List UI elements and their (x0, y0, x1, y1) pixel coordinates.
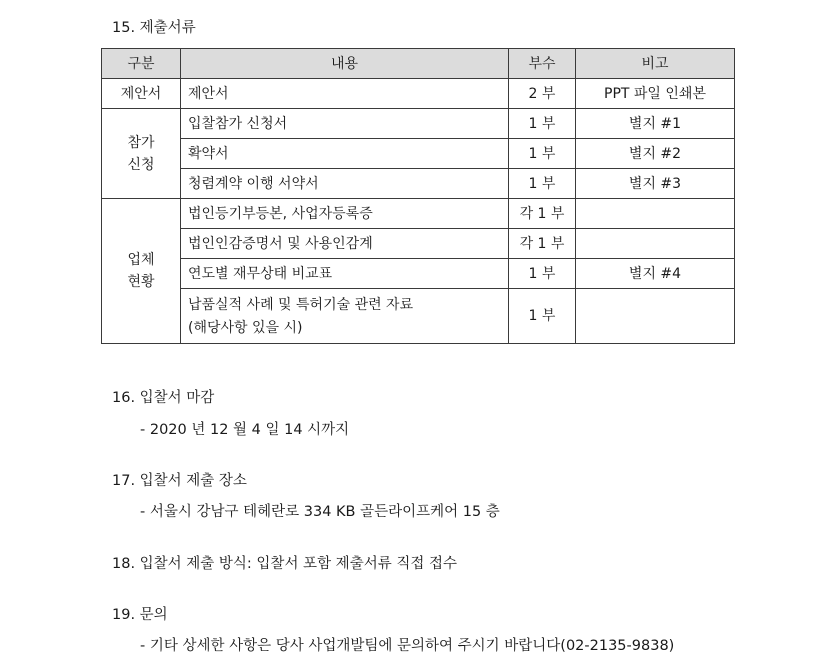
content-cell: 입찰참가 신청서 (181, 109, 509, 139)
remarks-cell: 별지 #1 (576, 109, 735, 139)
category-label: 업체 (127, 252, 155, 268)
content-cell: 확약서 (181, 139, 509, 169)
header-category: 구분 (102, 49, 181, 79)
section-16-detail: - 2020 년 12 월 4 일 14 시까지 (140, 422, 350, 438)
content-cell (181, 289, 509, 344)
copies-cell: 2 부 (509, 79, 576, 109)
table-row (102, 139, 735, 169)
remarks-cell (576, 199, 735, 229)
content-cell: 연도별 재무상태 비교표 (181, 259, 509, 289)
remarks-cell (576, 229, 735, 259)
section-19-heading: 19. 문의 (112, 607, 168, 623)
remarks-cell: 별지 #3 (576, 169, 735, 199)
content-cell: 제안서 (181, 79, 509, 109)
copies-cell: 1 부 (509, 289, 576, 344)
section-17-heading: 17. 입찰서 제출 장소 (112, 473, 247, 489)
submission-documents-table (101, 48, 735, 344)
category-cell (102, 109, 181, 199)
header-content: 내용 (181, 49, 509, 79)
section-17-detail: - 서울시 강남구 테헤란로 334 KB 골든라이프케어 15 층 (140, 504, 500, 520)
table-row (102, 289, 735, 344)
copies-cell: 1 부 (509, 139, 576, 169)
section-19-detail: - 기타 상세한 사항은 당사 사업개발팀에 문의하여 주시기 바랍니다(02-2135-9838) (140, 638, 675, 654)
table-header-row (102, 49, 735, 79)
category-cell (102, 79, 181, 109)
table-row (102, 169, 735, 199)
section-18-heading: 18. 입찰서 제출 방식: 입찰서 포함 제출서류 직접 접수 (112, 556, 457, 572)
copies-cell: 1 부 (509, 259, 576, 289)
category-label: 제안서 (120, 85, 162, 102)
table-row (102, 199, 735, 229)
table-row (102, 79, 735, 109)
category-label: 참가 (127, 134, 155, 151)
content-cell: 법인등기부등본, 사업자등록증 (181, 199, 509, 229)
copies-cell: 1 부 (509, 109, 576, 139)
copies-cell: 1 부 (509, 169, 576, 199)
category-label: 신청 (127, 156, 155, 173)
header-remarks: 비고 (576, 49, 735, 79)
remarks-cell: 별지 #2 (576, 139, 735, 169)
content-cell: 청렴계약 이행 서약서 (181, 169, 509, 199)
remarks-cell: PPT 파일 인쇄본 (576, 79, 735, 109)
section-15-heading: 15. 제출서류 (112, 20, 196, 36)
remarks-cell (576, 289, 735, 344)
header-copies: 부수 (509, 49, 576, 79)
copies-cell: 각 1 부 (509, 229, 576, 259)
category-label: 현황 (127, 274, 155, 290)
table-row (102, 109, 735, 139)
table-row (102, 259, 735, 289)
content-cell: 법인인감증명서 및 사용인감계 (181, 229, 509, 259)
remarks-cell: 별지 #4 (576, 259, 735, 289)
table-row (102, 229, 735, 259)
category-cell (102, 199, 181, 344)
section-16-heading: 16. 입찰서 마감 (112, 390, 215, 406)
content-line: (해당사항 있을 시) (188, 319, 303, 336)
copies-cell: 각 1 부 (509, 199, 576, 229)
content-line: 납품실적 사례 및 특허기술 관련 자료 (188, 296, 414, 313)
